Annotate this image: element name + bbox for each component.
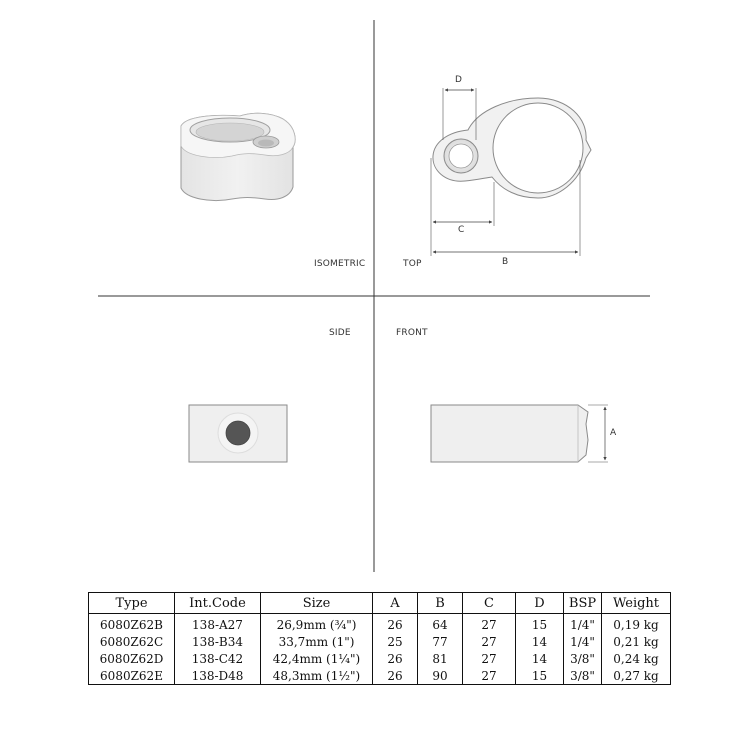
table-cell: 0,24 kg bbox=[602, 650, 671, 667]
table-cell: 6080Z62C bbox=[89, 633, 175, 650]
table-row bbox=[89, 650, 671, 667]
table-cell: 42,4mm (1¼") bbox=[261, 650, 373, 667]
table-header-row bbox=[89, 593, 671, 614]
front-label: FRONT bbox=[396, 328, 428, 338]
table-cell: 138-D48 bbox=[175, 667, 261, 685]
table-cell: 90 bbox=[418, 667, 463, 685]
table-cell: 15 bbox=[516, 614, 564, 634]
table-row bbox=[89, 614, 671, 634]
table-cell: 26,9mm (¾") bbox=[261, 614, 373, 634]
front-view bbox=[431, 405, 608, 462]
header-b: B bbox=[418, 593, 463, 614]
table-cell: 138-B34 bbox=[175, 633, 261, 650]
table-cell: 6080Z62E bbox=[89, 667, 175, 685]
table-cell: 138-C42 bbox=[175, 650, 261, 667]
table-cell: 81 bbox=[418, 650, 463, 667]
table-cell: 138-A27 bbox=[175, 614, 261, 634]
table-row bbox=[89, 667, 671, 685]
table-cell: 27 bbox=[463, 667, 516, 685]
table-cell: 25 bbox=[373, 633, 418, 650]
table-cell: 1/4" bbox=[564, 633, 602, 650]
top-view bbox=[431, 88, 591, 256]
header-type: Type bbox=[89, 593, 175, 614]
table-cell: 14 bbox=[516, 650, 564, 667]
dimension-b-label: B bbox=[502, 257, 509, 267]
top-view-main-bore bbox=[493, 103, 583, 193]
header-size: Size bbox=[261, 593, 373, 614]
table-cell: 3/8" bbox=[564, 650, 602, 667]
isometric-label: ISOMETRIC bbox=[314, 259, 366, 269]
table-cell: 0,27 kg bbox=[602, 667, 671, 685]
table-cell: 26 bbox=[373, 650, 418, 667]
dimension-a-label: A bbox=[610, 428, 617, 438]
side-view-hole bbox=[226, 421, 250, 445]
table-cell: 6080Z62D bbox=[89, 650, 175, 667]
table-cell: 1/4" bbox=[564, 614, 602, 634]
header-c: C bbox=[463, 593, 516, 614]
table-cell: 33,7mm (1") bbox=[261, 633, 373, 650]
header-weight: Weight bbox=[602, 593, 671, 614]
header-a: A bbox=[373, 593, 418, 614]
table-cell: 14 bbox=[516, 633, 564, 650]
table-cell: 48,3mm (1½") bbox=[261, 667, 373, 685]
header-int-code: Int.Code bbox=[175, 593, 261, 614]
header-bsp: BSP bbox=[564, 593, 602, 614]
front-view-body bbox=[431, 405, 588, 462]
table-row bbox=[89, 633, 671, 650]
side-label: SIDE bbox=[329, 328, 351, 338]
table-cell: 27 bbox=[463, 614, 516, 634]
table-cell: 15 bbox=[516, 667, 564, 685]
table-cell: 64 bbox=[418, 614, 463, 634]
specification-table bbox=[88, 592, 671, 685]
isometric-view bbox=[181, 113, 295, 200]
table-cell: 26 bbox=[373, 614, 418, 634]
table-cell: 0,21 kg bbox=[602, 633, 671, 650]
table-cell: 27 bbox=[463, 633, 516, 650]
top-label: TOP bbox=[403, 259, 422, 269]
table-cell: 77 bbox=[418, 633, 463, 650]
table-cell: 3/8" bbox=[564, 667, 602, 685]
dimension-d-label: D bbox=[455, 75, 462, 85]
header-d: D bbox=[516, 593, 564, 614]
table-cell: 6080Z62B bbox=[89, 614, 175, 634]
table-cell: 26 bbox=[373, 667, 418, 685]
table-cell: 0,19 kg bbox=[602, 614, 671, 634]
table-cell: 27 bbox=[463, 650, 516, 667]
dimension-c-label: C bbox=[458, 225, 465, 235]
side-view bbox=[189, 405, 287, 462]
